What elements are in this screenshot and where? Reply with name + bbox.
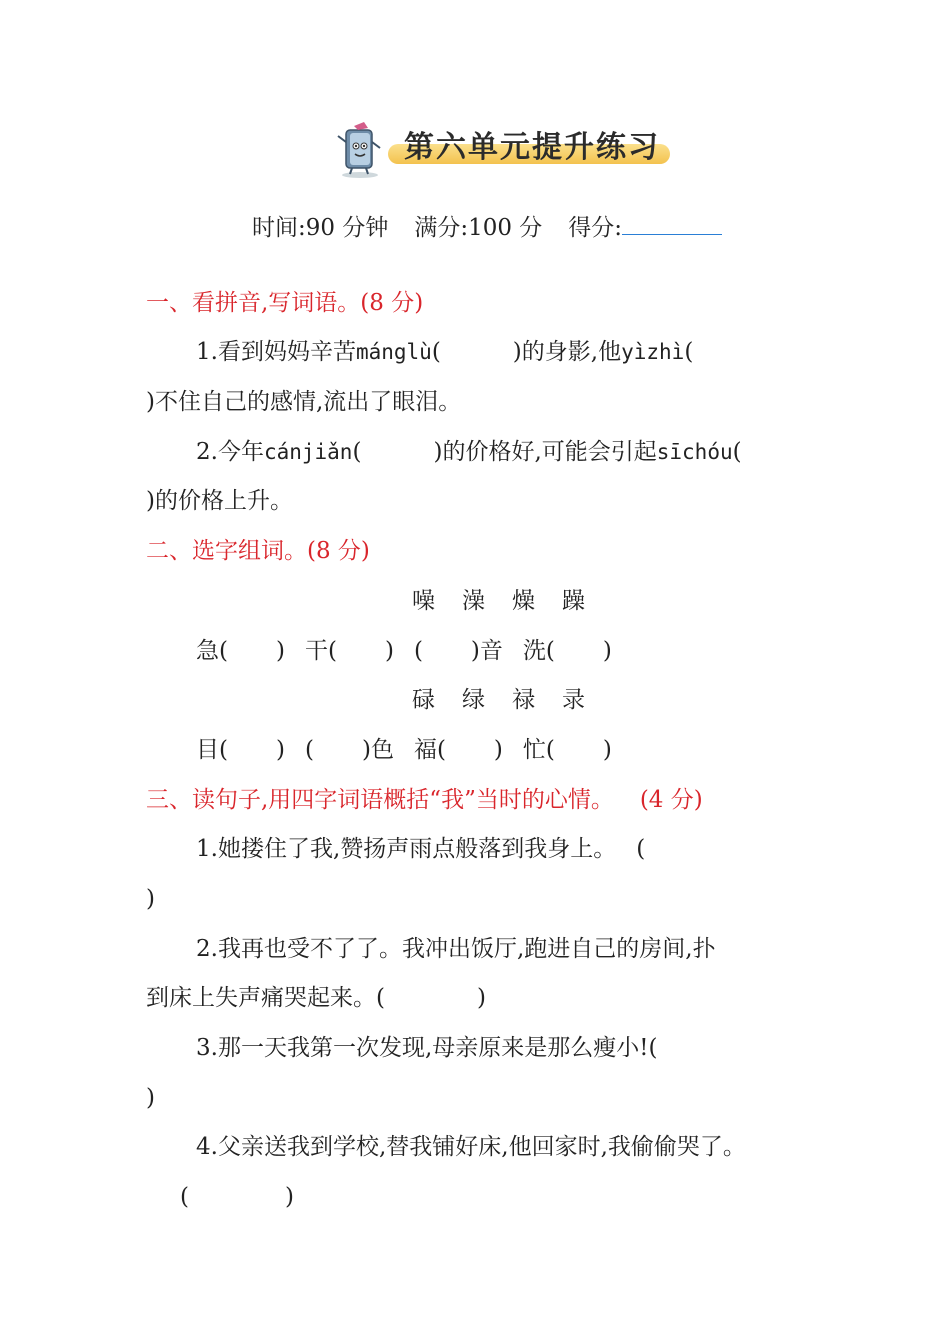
q1-paren-1[interactable]: ( ) (431, 339, 522, 365)
section3-score: (4 分) (639, 787, 703, 813)
time-label: 时间:90 分钟 (252, 215, 389, 241)
word-blank[interactable]: ( ) (304, 737, 371, 763)
word-item: 色 (370, 737, 394, 763)
word-blank[interactable]: ( ) (219, 638, 285, 664)
answer-paren-close[interactable]: ) (146, 1085, 155, 1111)
word-item: 福 (413, 737, 437, 763)
section1-q2-line2 (146, 486, 293, 516)
sentence-2-line2 (146, 983, 486, 1013)
q1-pinyin-2: yìzhì (621, 340, 685, 364)
section1-q1-line1 (196, 337, 693, 367)
q1-text-b: 的身影,他 (521, 339, 622, 365)
sentence-4: 4.父亲送我到学校,替我铺好床,他回家时,我偷偷哭了。 (196, 1134, 746, 1160)
word-blank[interactable]: ( ) (545, 737, 612, 763)
section3-heading-text: 三、读句子,用四字词语概括“我”当时的心情。 (146, 787, 614, 813)
q1-paren-2-close[interactable]: ) (146, 389, 155, 415)
word-item: 干 (304, 638, 328, 664)
word-blank[interactable]: ( ) (436, 737, 503, 763)
q1-pinyin-1: mánglù (355, 340, 432, 364)
score-label: 得分: (568, 215, 623, 241)
word-blank[interactable]: ( ) (413, 638, 480, 664)
sentence-2-text: 到床上失声痛哭起来。 (146, 985, 376, 1011)
q1-text-a: 1.看到妈妈辛苦 (196, 339, 356, 365)
q2-paren-2-close[interactable]: ) (146, 488, 155, 514)
word-blank[interactable]: ( ) (545, 638, 612, 664)
answer-paren-close[interactable]: ) (146, 886, 155, 912)
char-option: 躁 (562, 588, 585, 614)
char-option: 录 (562, 687, 585, 713)
word-item: 音 (479, 638, 503, 664)
q1-paren-2-open[interactable]: ( (684, 339, 694, 365)
sentence-1-text: 1.她搂住了我,赞扬声雨点般落到我身上。 (196, 836, 617, 862)
answer-paren-open[interactable]: ( (636, 836, 646, 862)
exam-info (252, 212, 722, 243)
char-group-2 (412, 685, 585, 715)
char-option: 澡 (462, 588, 485, 614)
word-blank[interactable]: ( ) (219, 737, 285, 763)
char-option: 碌 (412, 687, 435, 713)
char-option: 禄 (512, 687, 535, 713)
section1-q1-line2 (146, 387, 461, 417)
q2-text-c: 的价格上升。 (154, 488, 293, 514)
char-group-1 (412, 586, 585, 616)
char-option: 燥 (512, 588, 535, 614)
word-item: 忙 (522, 737, 546, 763)
title-banner (330, 118, 675, 180)
q2-paren-2-open[interactable]: ( (732, 439, 742, 465)
char-option: 绿 (462, 687, 485, 713)
word-blank[interactable]: ( ) (327, 638, 394, 664)
section1-q2-line1 (196, 437, 742, 467)
page-title: 第六单元提升练习 (404, 130, 660, 165)
sentence-2-line1: 2.我再也受不了了。我冲出饭厅,跑进自己的房间,扑 (196, 936, 716, 962)
sentence-3 (196, 1033, 657, 1063)
score-blank[interactable] (622, 212, 722, 235)
word-item: 目 (196, 737, 219, 763)
word-item: 急 (196, 638, 219, 664)
section2-heading: 二、选字组词。(8 分) (146, 538, 370, 564)
q2-pinyin-2: sīchóu (656, 440, 733, 464)
sentence-3-text: 3.那一天我第一次发现,母亲原来是那么瘦小! (196, 1035, 649, 1061)
word-row-2 (196, 735, 612, 765)
q2-text-a: 2.今年 (196, 439, 264, 465)
section1-heading: 一、看拼音,写词语。(8 分) (146, 290, 424, 316)
q2-paren-1[interactable]: ( ) (352, 439, 443, 465)
sentence-1 (196, 834, 645, 864)
q1-text-c: 不住自己的感情,流出了眼泪。 (154, 389, 462, 415)
book-mascot-icon (330, 118, 392, 180)
char-option: 噪 (412, 588, 435, 614)
section3-heading (146, 785, 703, 815)
q2-text-b: 的价格好,可能会引起 (442, 439, 657, 465)
answer-paren-open[interactable]: ( (648, 1035, 658, 1061)
word-row-1 (196, 636, 612, 666)
word-item: 洗 (522, 638, 546, 664)
answer-paren[interactable]: ( ) (180, 1184, 294, 1210)
answer-paren[interactable]: ( ) (376, 985, 486, 1011)
q2-pinyin-1: cánjiǎn (263, 440, 353, 464)
full-score-label: 满分:100 分 (414, 215, 543, 241)
